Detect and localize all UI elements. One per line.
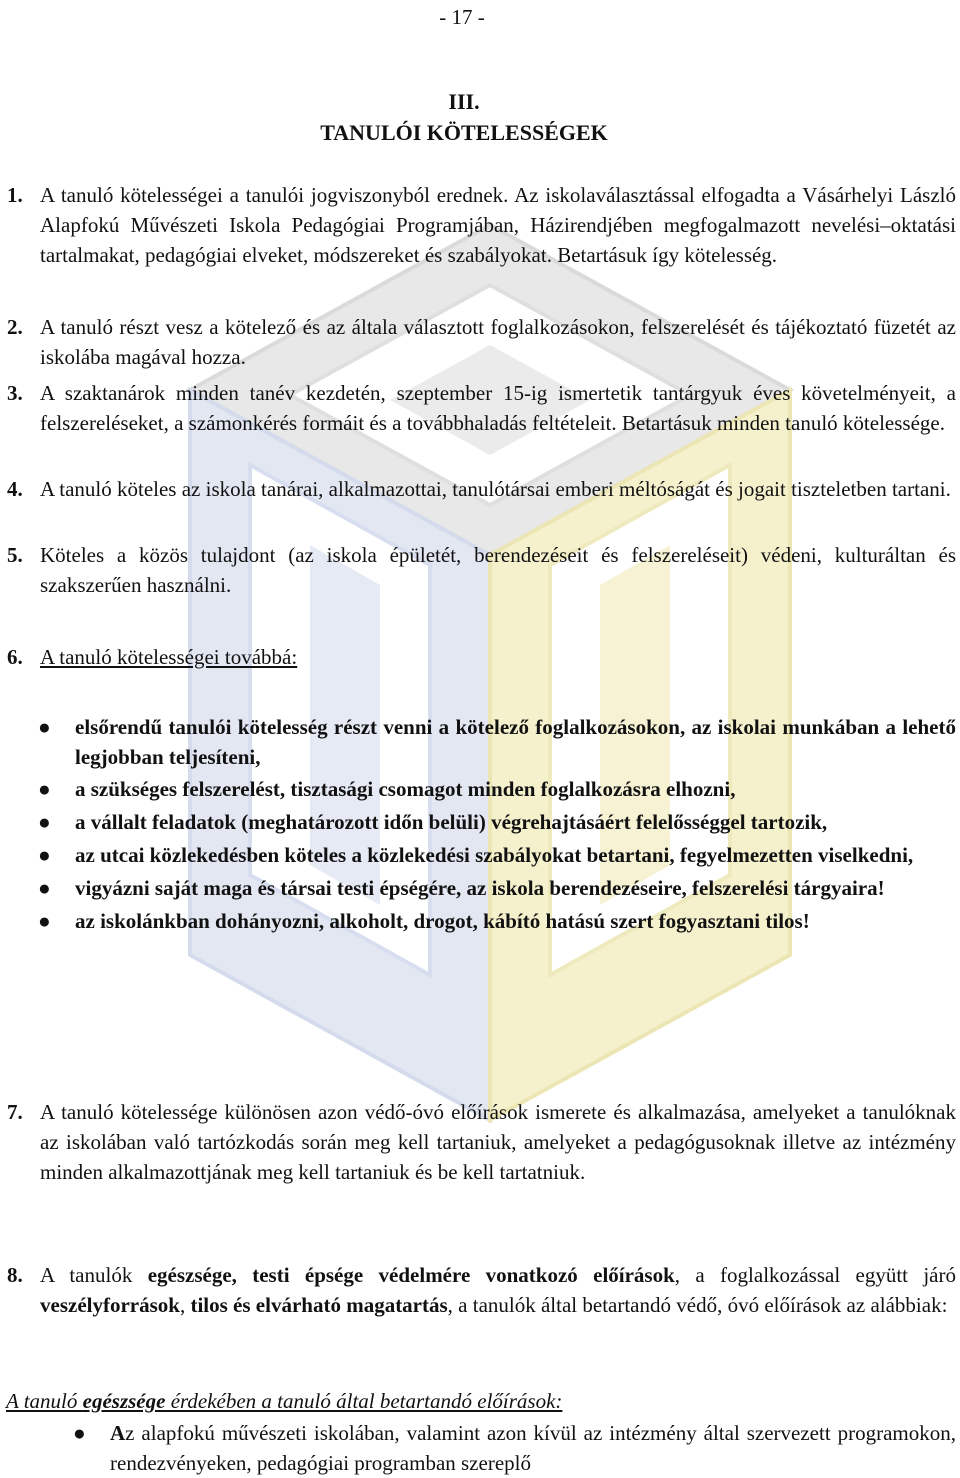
list-item: ● az utcai közlekedésben köteles a közlekedési szabályokat betartani, fegyelmezetten viselkedni,: [75, 840, 956, 870]
bullet-icon: ●: [38, 876, 51, 900]
bullet-icon: ●: [38, 810, 51, 834]
paragraph-7: [7, 1097, 956, 1187]
list-item: ● elsőrendű tanulói kötelesség részt venni a kötelező foglalkozásokon, az iskolai munkában a lehető legjobban teljesíteni,: [75, 712, 956, 772]
bullet-icon: ●: [73, 1421, 86, 1445]
list-item: ● a vállalt feladatok (meghatározott időn belüli) végrehajtásáért felelősséggel tartozik,: [75, 807, 956, 837]
item-number: 4.: [7, 477, 23, 501]
page-number: - 17 -: [439, 5, 485, 29]
bullet-icon: ●: [38, 843, 51, 867]
bullet-icon: ●: [38, 715, 51, 739]
bullet-icon: ●: [38, 909, 51, 933]
paragraph-8: 8. A tanulók egészsége, testi épsége védelmére vonatkozó előírások, a foglalkozással együtt járó veszélyforrások, tilos és elvárható magatartás, a tanulók által betartandó védő, óvó előírások az alábbiak:: [40, 1260, 956, 1320]
paragraph-2: [7, 312, 956, 372]
section-heading: A tanuló kötelességei továbbá:: [40, 645, 298, 669]
item-number: 1.: [7, 183, 23, 207]
item-number: 7.: [7, 1100, 23, 1124]
list-item: ● az iskolánkban dohányozni, alkoholt, drogot, kábító hatású szert fogyasztani tilos!: [75, 906, 956, 936]
paragraph-text: A tanuló köteles az iskola tanárai, alkalmazottai, tanulótársai emberi méltóságát és jogait tiszteletben tartani.: [40, 477, 951, 501]
paragraph-3: [7, 378, 956, 438]
paragraph-4: [7, 474, 956, 504]
health-rules-list: [73, 1418, 956, 1478]
paragraph-6-heading: [7, 642, 956, 672]
chapter-numeral: III.: [448, 89, 480, 114]
item-number: 6.: [7, 645, 23, 669]
chapter-title: TANULÓI KÖTELESSÉGEK: [320, 120, 608, 145]
paragraph-text: Köteles a közös tulajdont (az iskola épületét, berendezéseit és felszereléseit) védeni, kulturáltan és szakszerűen használni.: [40, 543, 956, 597]
subsection-heading: A tanuló egészsége érdekében a tanuló által betartandó előírások:: [6, 1389, 563, 1413]
item-number: 3.: [7, 381, 23, 405]
list-item: ● Az alapfokú művészeti iskolában, valamint azon kívül az intézmény által szervezett programokon, rendezvényeken, pedagógiai programban szereplő: [110, 1418, 956, 1478]
obligations-list: [38, 712, 956, 936]
list-item: ● a szükséges felszerelést, tisztasági csomagot minden foglalkozásra elhozni,: [75, 774, 956, 804]
list-item: ● vigyázni saját maga és társai testi épségére, az iskola berendezéseire, felszerelési tárgyaira!: [75, 873, 956, 903]
item-number: 8.: [7, 1263, 23, 1287]
paragraph-text: A szaktanárok minden tanév kezdetén, szeptember 15-ig ismertetik tantárgyuk éves követelményeit, a felszereléseket, a számonkérés formáit és a továbbhaladás feltételeit. Betartásuk minden tanuló kötelessége.: [40, 381, 956, 435]
paragraph-1: [7, 180, 956, 270]
paragraph-text: A tanuló részt vesz a kötelező és az általa választott foglalkozásokon, felszerelését és tájékoztató füzetét az iskolába magával hozza.: [40, 315, 956, 369]
paragraph-5: [7, 540, 956, 600]
item-number: 5.: [7, 543, 23, 567]
chapter-heading: [0, 86, 928, 148]
item-number: 2.: [7, 315, 23, 339]
bullet-icon: ●: [38, 777, 51, 801]
paragraph-text: A tanuló kötelessége különösen azon védő-óvó előírások ismerete és alkalmazása, amelyeket a tanulóknak az iskolában való tartózkodás során meg kell tartaniuk, amelyeket a pedagógusoknak illetve az intézmény minden alkalmazottjának meg kell tartaniuk és be kell tartatniuk.: [40, 1100, 956, 1184]
paragraph-text: A tanuló kötelességei a tanulói jogviszonyból erednek. Az iskolaválasztással elfogadta a Vásárhelyi László Alapfokú Művészeti Iskola Pedagógiai Programjában, Házirendjében megfogalmazott nevelési–oktatási tartalmakat, pedagógiai elveket, módszereket és szabályokat. Betartásuk így kötelesség.: [40, 183, 956, 267]
